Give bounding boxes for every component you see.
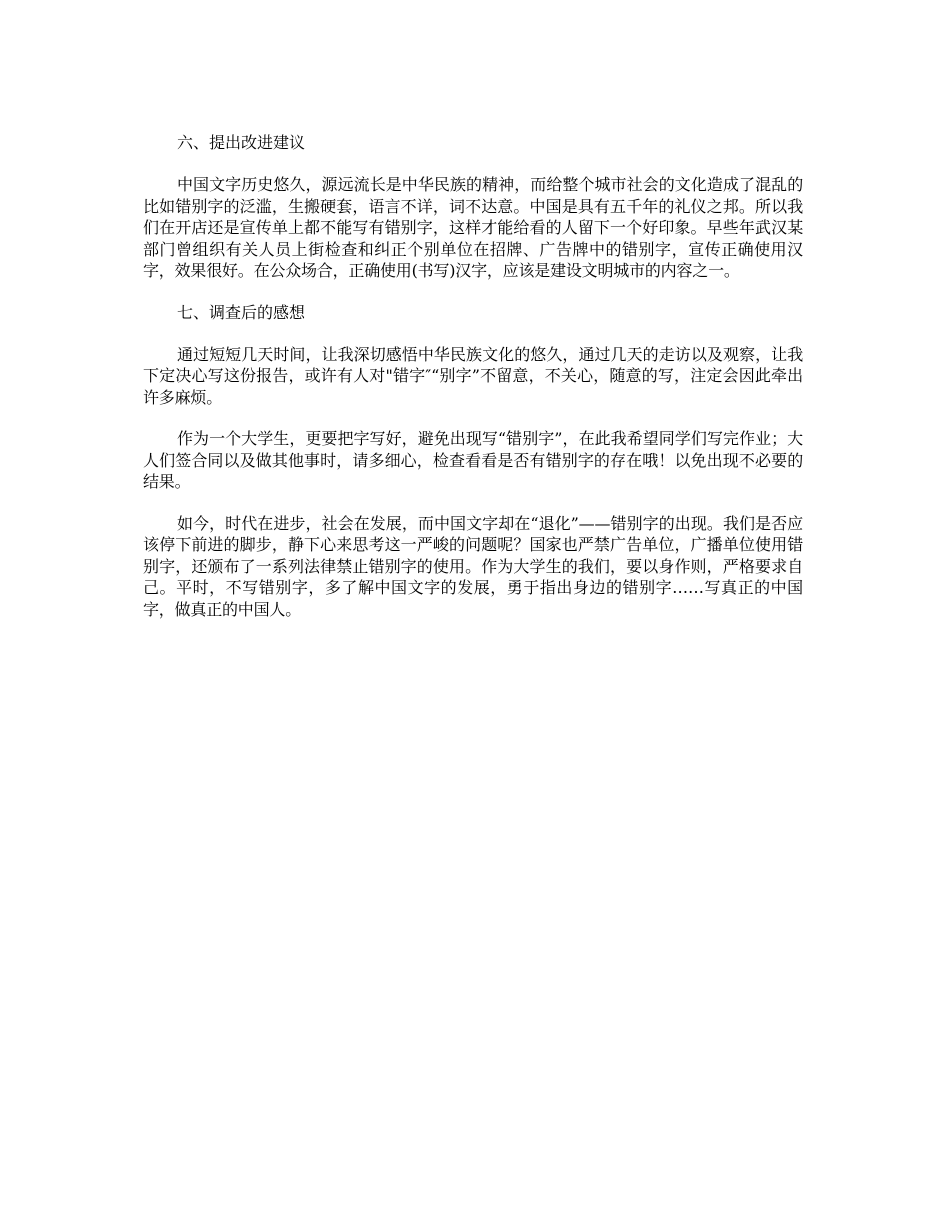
section-heading-reflections: 七、调查后的感想 <box>177 302 306 322</box>
paragraph-reflection-1: 通过短短几天时间，让我深切感悟中华民族文化的悠久，通过几天的走访以及观察，让我下定决心写这份报告，或许有人对"错字″“别字”不留意，不关心，随意的写，注定会因此牵出许多麻烦。 <box>143 344 803 407</box>
spacer <box>143 282 803 302</box>
paragraph-reflection-2: 作为一个大学生，更要把字写好，避免出现写“错别字”，在此我希望同学们写完作业；大人们签合同以及做其他事时，请多细心，检查看看是否有错别字的存在哦！以免出现不必要的结果。 <box>143 429 803 491</box>
spacer <box>143 324 803 344</box>
spacer <box>143 408 803 428</box>
spacer <box>143 493 803 513</box>
paragraph-suggestions: 中国文字历史悠久，源远流长是中华民族的精神，而给整个城市社会的文化造成了混乱的比如错别字的泛滥，生搬硬套，语言不详，词不达意。中国是具有五千年的礼仪之邦。所以我们在开店还是宣传单上都不能写有错别字，这样才能给看的人留下一个好印象。早些年武汉某部门曾组织有关人员上街检查和纠正个别单位在招牌、广告牌中的错别字，宣传正确使用汉字，效果很好。在公众场合，正确使用(书写)汉字，应该是建设文明城市的内容之一。 <box>143 175 803 280</box>
document-page <box>143 132 803 620</box>
section-heading-suggestions: 六、提出改进建议 <box>177 133 306 152</box>
paragraph-reflection-3: 如今，时代在进步，社会在发展，而中国文字却在“退化”——错别字的出现。我们是否应该停下前进的脚步，静下心来思考这一严峻的问题呢？国家也严禁广告单位，广播单位使用错别字，还颁布了一系列法律禁止错别字的使用。作为大学生的我们，要以身作则，严格要求自己。平时，不写错别字，多了解中国文字的发展，勇于指出身边的错别字……写真正的中国字，做真正的中国人。 <box>143 513 803 619</box>
spacer <box>143 154 803 174</box>
